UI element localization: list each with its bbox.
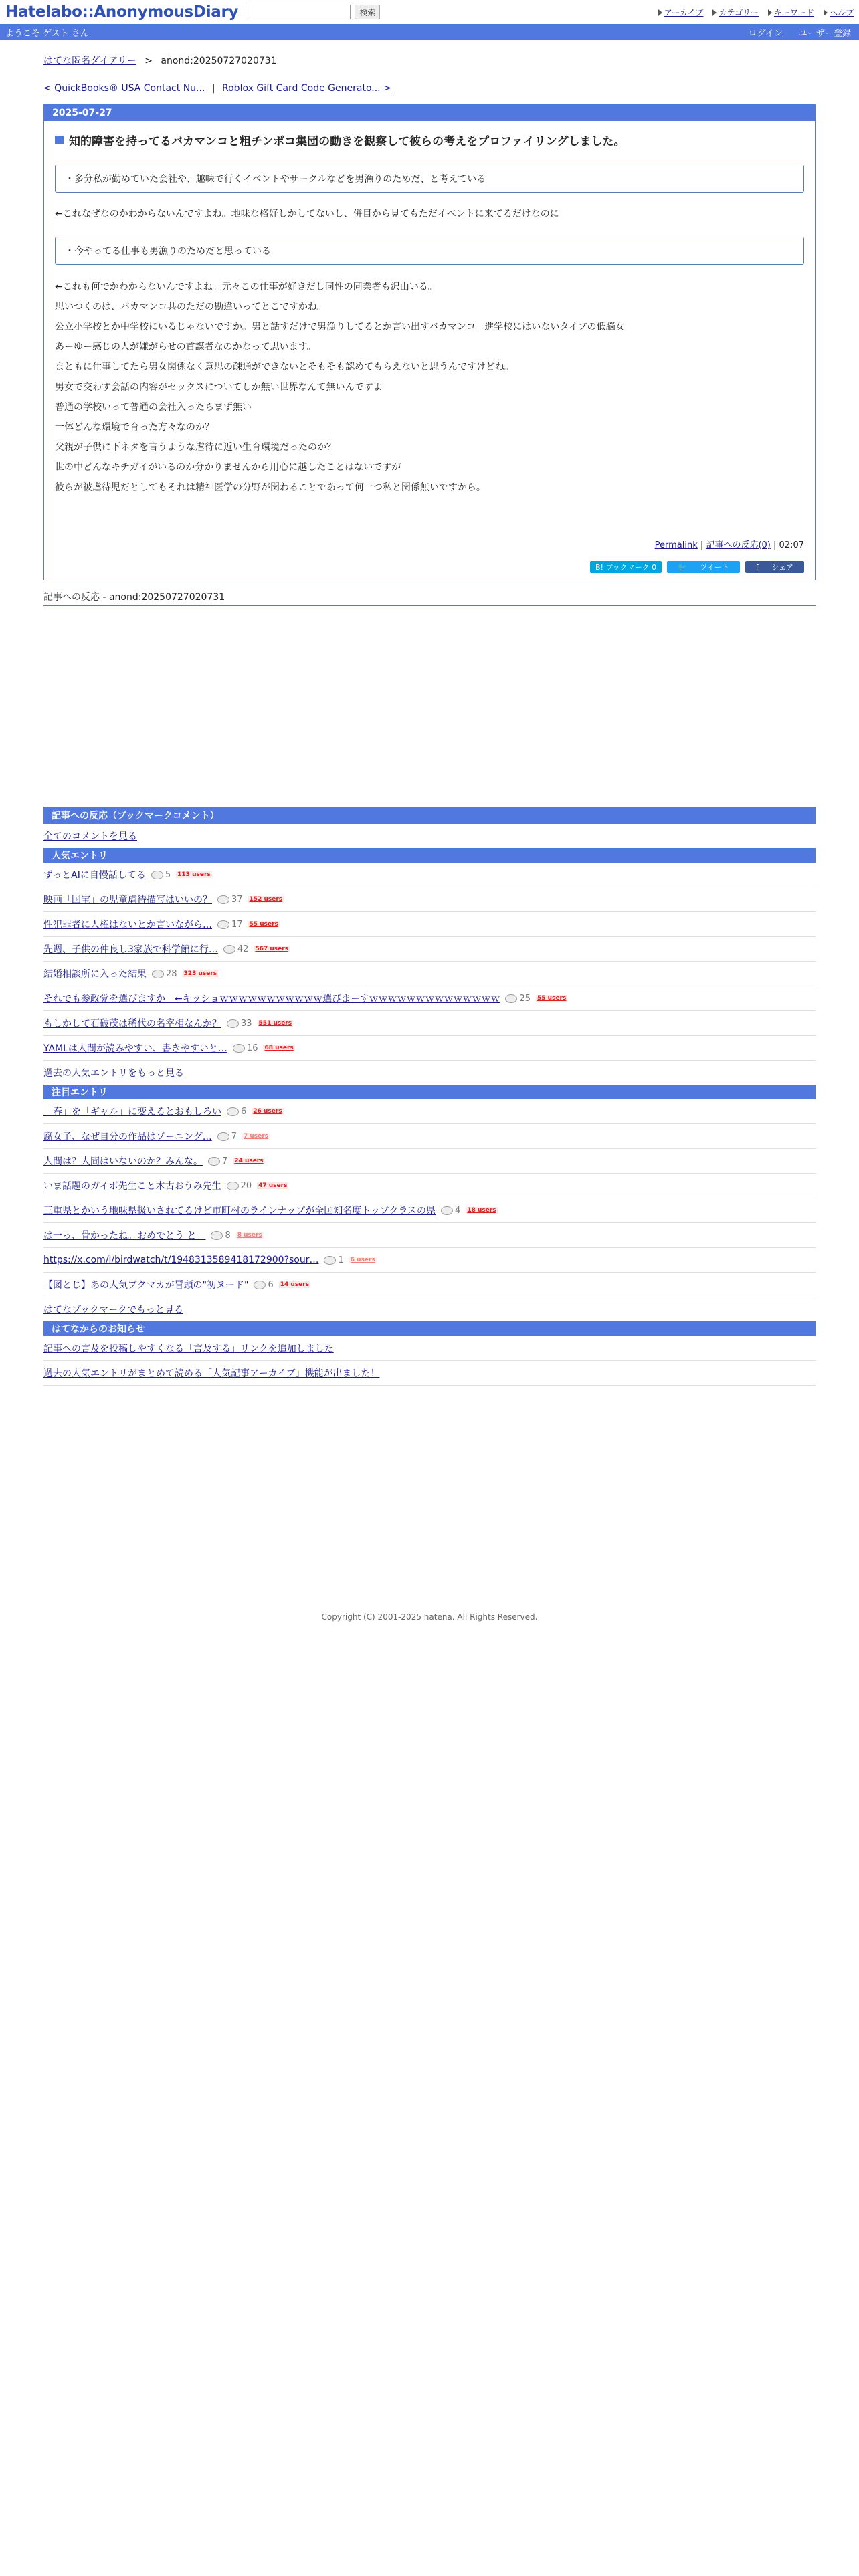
triangle-icon	[712, 9, 717, 16]
attention-entry	[43, 1124, 816, 1149]
body-lines	[55, 277, 804, 498]
body-line: ←これも何でかわからないんですよね。元々この仕事が好きだし同性の同業者も沢山いる。	[55, 282, 438, 292]
attention-title: 注目エントリ	[43, 1085, 816, 1099]
body-line: 彼らが被虐待児だとしてもそれは精神医学の分野が関わることであって何一つ私と関係無いですから。	[55, 482, 486, 493]
triangle-icon	[768, 9, 772, 16]
comment-bubble-icon	[227, 1019, 239, 1028]
footer-separator: |	[700, 540, 704, 550]
search-form	[248, 5, 380, 19]
bookmark-users-badge[interactable]: 68 users	[264, 1045, 294, 1051]
popular-more-link[interactable]: 過去の人気エントリをもっと見る	[43, 1068, 184, 1079]
popular-entry-link[interactable]: 性犯罪者に人権はないとか言いながら…	[43, 920, 212, 930]
breadcrumb	[43, 53, 816, 67]
body-line: 世の中どんなキチガイがいるのか分かりませんから用心に越したことはないですが	[55, 462, 401, 473]
bookmark-users-badge[interactable]: 551 users	[258, 1020, 292, 1027]
entry-date: 2025-07-27	[44, 105, 815, 121]
attention-list	[43, 1099, 816, 1297]
body-line: 公立小学校とか中学校にいるじゃないですか。男と話すだけで男漁りしてるとか言い出すバカマンコ。進学校にはいないタイプの低脳女	[55, 322, 625, 332]
comment-count-value: 7	[231, 1131, 237, 1142]
all-comments	[43, 824, 816, 848]
comment-count-value: 16	[246, 1043, 258, 1053]
triangle-icon	[658, 9, 662, 16]
fb-label: シェア	[771, 563, 793, 572]
attention-entry	[43, 1273, 816, 1297]
popular-more	[43, 1061, 816, 1085]
bookmark-users-badge[interactable]: 24 users	[234, 1158, 264, 1164]
body-line: 一体どんな環境で育った方々なのか？	[55, 422, 214, 433]
comment-count-value: 8	[225, 1230, 231, 1241]
bookmark-section-title: 記事への反応（ブックマークコメント）	[43, 807, 816, 824]
bookmark-users-badge[interactable]: 567 users	[255, 946, 289, 952]
triangle-icon	[824, 9, 828, 16]
facebook-icon: f	[755, 562, 761, 572]
body-line: まともに仕事してたら男女関係なく意思の疎通ができないとそもそも認めてもらえないと思うんですけどね。	[55, 362, 514, 372]
comment-count-value: 6	[241, 1106, 247, 1117]
prev-entry-link[interactable]: < QuickBooks® USA Contact Nu...	[43, 83, 205, 94]
site-logo[interactable]: Hatelabo::AnonymousDiary	[5, 3, 239, 21]
news-list	[43, 1336, 816, 1386]
attention-entry-link[interactable]: https://x.com/i/birdwatch/t/1948313589418172900?sour…	[43, 1255, 319, 1265]
popular-title: 人気エントリ	[43, 848, 816, 863]
welcome-text: ようこそ ゲスト さん	[5, 28, 89, 39]
comment-count[interactable]	[217, 1132, 237, 1142]
nav-keyword[interactable]	[768, 7, 814, 18]
comment-count[interactable]	[208, 1156, 227, 1166]
comment-bubble-icon	[505, 994, 517, 1003]
bookmark-users-badge[interactable]: 113 users	[177, 871, 211, 878]
comment-count[interactable]	[152, 969, 177, 979]
comment-count-value: 28	[166, 968, 177, 979]
nav-archive[interactable]	[658, 7, 704, 18]
register-link[interactable]: ユーザー登録	[798, 28, 851, 39]
body-line: あーゆー感じの人が嫌がらせの首謀者なのかなって思います。	[55, 342, 316, 352]
body-line: 普通の学校いって普通の会社入ったらまず無い	[55, 402, 252, 413]
share-buttons	[55, 561, 804, 573]
login-link[interactable]: ログイン	[748, 28, 783, 39]
bookmark-users-badge[interactable]: 55 users	[537, 995, 567, 1002]
header	[0, 0, 859, 24]
breadcrumb-current: anond:20250727020731	[161, 56, 277, 66]
popular-list	[43, 863, 816, 1061]
user-bar	[0, 24, 859, 40]
nav-archive-label: アーカイブ	[664, 8, 704, 17]
popular-entry-link[interactable]: 結婚相談所に入った結果	[43, 969, 147, 980]
bookmark-users-badge[interactable]: 152 users	[249, 896, 283, 903]
attention-entry-link[interactable]: 「春」を「ギャル」に変えるとおもしろい	[43, 1107, 221, 1117]
popular-entry	[43, 912, 816, 937]
comment-bubble-icon	[324, 1256, 336, 1265]
comment-bubble-icon	[227, 1107, 239, 1116]
comment-count-value: 37	[231, 894, 243, 905]
permalink[interactable]: Permalink	[654, 540, 698, 550]
hatena-bookmark-button[interactable]: B! ブックマーク 0	[590, 561, 662, 573]
comment-bubble-icon	[254, 1281, 266, 1289]
nav-help[interactable]	[824, 7, 854, 18]
attention-entry-link[interactable]: は一っ、骨かったね。おめでとう と。	[43, 1230, 206, 1241]
attention-entry	[43, 1198, 816, 1223]
popular-entry	[43, 887, 816, 912]
attention-entry-link[interactable]: 【図とじ】あの人気ブクマカが冒頭の"初ヌード"	[43, 1280, 249, 1291]
breadcrumb-home[interactable]: はてな匿名ダイアリー	[43, 56, 136, 66]
bookmark-users-badge[interactable]: 26 users	[253, 1108, 282, 1115]
comment-count-value: 6	[268, 1279, 274, 1290]
comment-bubble-icon	[217, 1132, 229, 1141]
comment-bubble-icon	[208, 1157, 220, 1166]
body-line: 男女で交わす会話の内容がセックスについてしか無い世界なんて無いんですよ	[55, 382, 383, 393]
comment-bubble-icon	[211, 1231, 223, 1240]
comment-bubble-icon	[217, 895, 229, 904]
comment-count[interactable]	[227, 1018, 252, 1029]
entry-time: 02:07	[779, 540, 804, 550]
tweet-label: ツイート	[700, 563, 729, 572]
title-square-icon	[55, 136, 64, 144]
comment-count[interactable]	[217, 920, 243, 930]
comment-count[interactable]	[217, 895, 243, 905]
tweet-button[interactable]	[667, 561, 740, 573]
popular-entry	[43, 986, 816, 1011]
attention-entry-link[interactable]: 三重県とかいう地味県扱いされてるけど市町村のラインナップが全国知名度トップクラスの県	[43, 1206, 436, 1216]
comment-count[interactable]	[227, 1181, 252, 1191]
entry-title-text: 知的障害を持ってるバカマンコと粗チンポコ集団の動きを観察して彼らの考えをプロファイリングしました。	[69, 135, 626, 148]
footer-separator: |	[773, 540, 777, 550]
next-entry-link[interactable]: Roblox Gift Card Code Generato... >	[222, 83, 391, 94]
comment-count[interactable]	[254, 1280, 273, 1290]
nav-category[interactable]	[712, 7, 759, 18]
attention-entry	[43, 1174, 816, 1198]
body-paragraph: ←これなぜなのかわからないんですよね。地味な格好しかしてないし、併目から見てもただイベントに来てるだけなのに	[55, 209, 559, 219]
attention-entry-link[interactable]: 人間は？人間はいないのか？みんな。	[43, 1156, 203, 1167]
diary-entry	[43, 104, 816, 580]
comment-bubble-icon	[233, 1044, 245, 1053]
comment-count-value: 42	[237, 944, 249, 954]
popular-entry	[43, 863, 816, 887]
nav-help-label: ヘルプ	[829, 8, 854, 17]
attention-entry	[43, 1099, 816, 1124]
comment-count[interactable]	[441, 1206, 460, 1216]
news-item	[43, 1361, 816, 1386]
entry-footer	[55, 538, 804, 550]
main-content	[43, 40, 816, 1386]
bookmark-users-badge[interactable]: 14 users	[280, 1281, 310, 1288]
popular-entry	[43, 1036, 816, 1061]
attention-more-link[interactable]: はてなブックマークでもっと見る	[43, 1305, 184, 1315]
comment-bubble-icon	[227, 1182, 239, 1190]
user-links	[749, 26, 851, 39]
quote-box: ・今やってる仕事も男漁りのためだと思っている	[55, 237, 804, 265]
popular-entry-link[interactable]: ずっとAIに自慢話してる	[43, 870, 146, 881]
popular-entry-link[interactable]: 先週、子供の仲良し3家族で科学館に行…	[43, 944, 218, 955]
pager-separator: |	[211, 83, 215, 94]
all-comments-link[interactable]: 全てのコメントを見る	[43, 831, 137, 842]
popular-entry	[43, 1011, 816, 1036]
bookmark-users-badge[interactable]: 55 users	[249, 921, 278, 928]
comment-count-value: 7	[222, 1156, 228, 1166]
comment-count[interactable]	[233, 1043, 258, 1053]
copyright: Copyright (C) 2001-2025 hatena. All Rights Reserved.	[321, 1612, 538, 1622]
comment-bubble-icon	[441, 1206, 453, 1215]
comment-count-value: 20	[240, 1180, 252, 1191]
comment-count[interactable]	[211, 1230, 230, 1241]
comment-count-value: 25	[519, 993, 531, 1004]
popular-entry	[43, 937, 816, 962]
comment-count[interactable]	[223, 944, 249, 954]
popular-entry	[43, 962, 816, 986]
body-line: 父親が子供に下ネタを言うような虐待に近い生育環境だったのか？	[55, 442, 336, 453]
news-title: はてなからのお知らせ	[43, 1321, 816, 1336]
bookmark-users-badge[interactable]: 8 users	[237, 1232, 262, 1239]
news-item-link[interactable]: 過去の人気エントリがまとめて読める「人気記事アーカイブ」機能が出ました！	[43, 1368, 380, 1379]
popular-entry-link[interactable]: YAMLは人間が読みやすい、書きやすいと…	[43, 1043, 227, 1054]
comment-count[interactable]	[227, 1107, 246, 1117]
comment-bubble-icon	[151, 871, 163, 879]
attention-entry	[43, 1223, 816, 1248]
comment-count-value: 5	[165, 869, 171, 880]
popular-entry-link[interactable]: それでも参政党を選びますか ←キッショｗｗｗｗｗｗｗｗｗｗｗ選びまーすｗｗｗｗｗｗｗｗｗｗｗｗｗｗ	[43, 994, 500, 1004]
popular-entry-link[interactable]: もしかして石破茂は稀代の名宰相なんか？	[43, 1018, 221, 1029]
news-item	[43, 1336, 816, 1361]
bookmark-users-badge[interactable]: 323 users	[183, 970, 217, 977]
popular-entry-link[interactable]: 映画「国宝」の児童虐待描写はいいの？	[43, 895, 212, 905]
comment-count[interactable]	[324, 1255, 343, 1265]
attention-entry	[43, 1149, 816, 1174]
comment-count[interactable]	[151, 870, 171, 880]
entry-title	[55, 132, 804, 148]
top-nav	[658, 7, 854, 18]
attention-entry-link[interactable]: いま話題のガイボ先生こと木古おうみ先生	[43, 1181, 221, 1192]
nav-keyword-label: キーワード	[773, 8, 814, 17]
bird-icon: 🐦	[678, 562, 690, 572]
bookmark-users-badge[interactable]: 7 users	[244, 1133, 269, 1140]
attention-more	[43, 1297, 816, 1321]
comment-bubble-icon	[217, 920, 229, 929]
news-item-link[interactable]: 記事への言及を投稿しやすくなる「言及する」リンクを追加しました	[43, 1344, 334, 1354]
comment-count-value: 4	[455, 1205, 461, 1216]
entry-pager	[43, 83, 816, 94]
comment-count-value: 17	[231, 919, 243, 930]
search-input[interactable]	[248, 5, 351, 19]
comment-bubble-icon	[152, 970, 164, 978]
ad-space	[43, 606, 816, 807]
reactions-link[interactable]: 記事への反応(0)	[706, 540, 771, 550]
comment-count-value: 33	[241, 1018, 252, 1029]
comment-count[interactable]	[505, 994, 531, 1004]
comment-count-value: 1	[338, 1255, 344, 1265]
facebook-share-button[interactable]	[745, 561, 804, 573]
search-button[interactable]: 検索	[355, 5, 380, 19]
quote-box: ・多分私が勤めていた会社や、趣味で行くイベントやサークルなどを男漁りのためだ、と考えている	[55, 165, 804, 193]
breadcrumb-separator: >	[145, 56, 153, 66]
attention-entry	[43, 1248, 816, 1273]
entry-body	[44, 121, 815, 580]
bookmark-users-badge[interactable]: 6 users	[350, 1257, 375, 1263]
bookmark-users-badge[interactable]: 18 users	[467, 1207, 496, 1214]
attention-entry-link[interactable]: 腐女子、なぜ自分の作品はゾーニング…	[43, 1132, 212, 1142]
bookmark-users-badge[interactable]: 47 users	[258, 1182, 288, 1189]
comment-bubble-icon	[223, 945, 235, 954]
body-line: 思いつくのは、バカマンコ共のただの勘違いってとこですかね。	[55, 302, 326, 312]
nav-category-label: カテゴリー	[719, 8, 759, 17]
reaction-heading: 記事への反応 - anond:20250727020731	[43, 590, 816, 606]
